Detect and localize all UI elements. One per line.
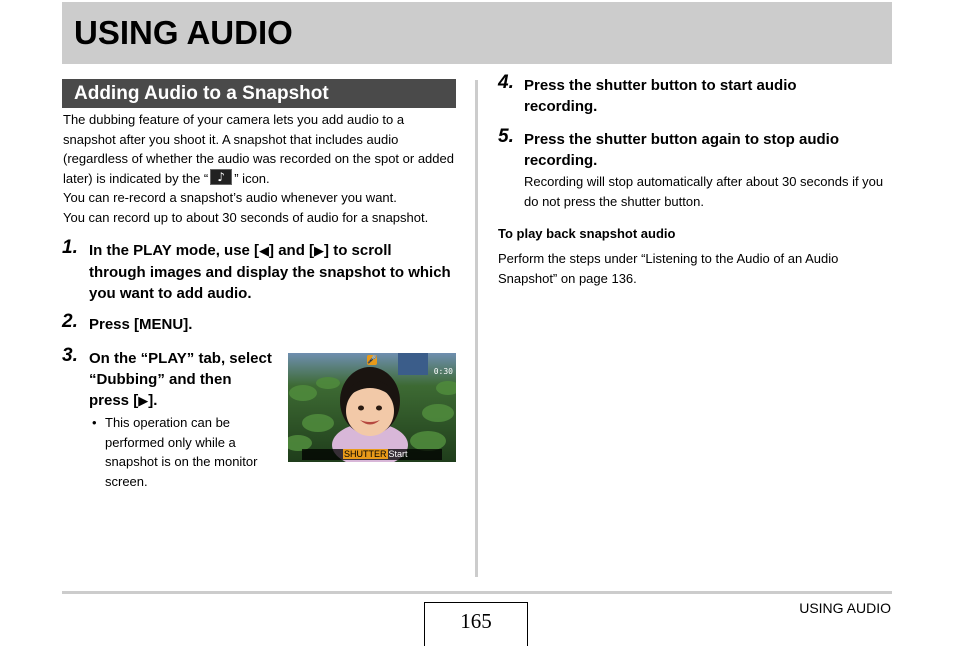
step-number: 3. — [62, 345, 78, 366]
step-4 — [498, 72, 898, 117]
step-text — [89, 348, 272, 412]
step-number: 5. — [498, 126, 514, 147]
shutter-start-hint — [343, 449, 408, 460]
child-photo-illustration — [288, 353, 456, 462]
intro-line-2: You can re-record a snapshot’s audio whenever you want. — [63, 190, 397, 205]
audio-snapshot-icon — [210, 169, 232, 185]
shutter-label: SHUTTER — [344, 449, 387, 459]
intro-line-3: You can record up to about 30 seconds of audio for a snapshot. — [63, 209, 429, 225]
microphone-icon: 🎤 — [367, 355, 377, 364]
playback-section — [498, 226, 893, 288]
remaining-time-readout: 0:30 — [433, 367, 453, 376]
step-text: Press the shutter button to start audio recording. — [524, 77, 797, 115]
right-arrow-icon: ▶ — [138, 394, 149, 409]
step-1 — [62, 237, 452, 304]
left-arrow-icon: ◀ — [259, 244, 270, 259]
step-5-note: Recording will stop automatically after about 30 seconds if you do not press the shutter button. — [524, 174, 884, 209]
start-label: Start — [388, 449, 408, 459]
intro-text-after-icon: ” icon. — [234, 170, 270, 186]
step-number: 1. — [62, 237, 78, 258]
column-divider — [475, 80, 478, 577]
left-column — [62, 79, 457, 227]
step-text — [89, 240, 452, 304]
camera-preview-photo — [288, 353, 456, 462]
playback-heading: To play back snapshot audio — [498, 226, 676, 241]
page-header — [62, 2, 892, 64]
step-2 — [62, 311, 452, 335]
page-number: 165 — [424, 602, 528, 646]
step-text-part: On the “PLAY” tab, select “Dubbing” and then press [ — [89, 350, 272, 409]
playback-text: Perform the steps under “Listening to the Audio of an Audio Snapshot” on page 136. — [498, 251, 839, 286]
intro-text-before-icon: The dubbing feature of your camera lets you add audio to a snapshot after you shoot it. A snapshot that includes audio (regardless of whether the audio was recorded on the spot or added later) is indicated by the “ — [63, 112, 454, 186]
footer-section-label: USING AUDIO — [799, 600, 891, 616]
step-number: 4. — [498, 72, 514, 93]
music-note-glyph: ♪ — [217, 169, 226, 184]
step-text-part: ] and [ — [269, 242, 315, 259]
intro-line-1 — [63, 110, 457, 188]
step-3-bullet: • This operation can be performed only while a snapshot is on the monitor screen. — [89, 413, 285, 491]
step-text-part: ] to scroll through images and display the snapshot to which you want to add audio. — [89, 242, 451, 302]
section-title: Adding Audio to a Snapshot — [62, 79, 456, 108]
page-title: USING AUDIO — [74, 14, 293, 51]
step-text-part: In the PLAY mode, use [ — [89, 242, 260, 259]
step-5 — [498, 126, 898, 211]
step-number: 2. — [62, 311, 78, 332]
step-text-part: ]. — [148, 392, 158, 409]
intro-paragraph — [63, 110, 457, 227]
footer-rule — [62, 591, 892, 594]
step-text: Press [MENU]. — [89, 316, 193, 333]
step-3 — [62, 345, 272, 491]
right-arrow-icon: ▶ — [314, 244, 325, 259]
step-text: Press the shutter button again to stop audio recording. — [524, 131, 840, 169]
